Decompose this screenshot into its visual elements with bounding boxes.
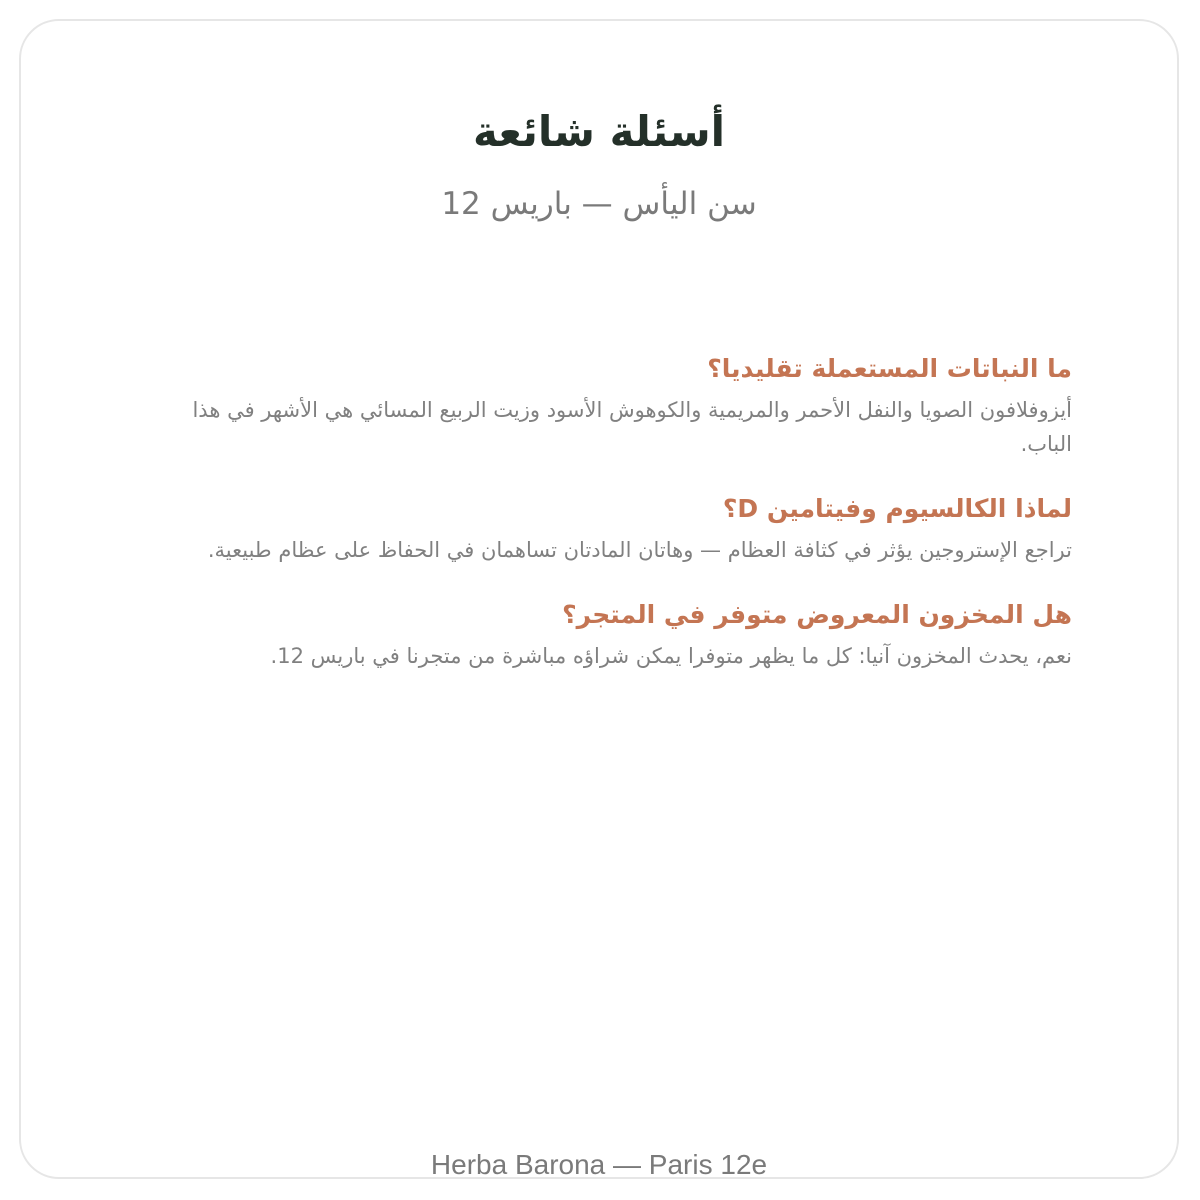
faq-answer: أيزوفلافون الصويا والنفل الأحمر والمريمية والكوهوش الأسود وزيت الربيع المسائي هي الأشهر في هذا الباب. bbox=[192, 398, 1072, 456]
faq-question: ما النباتات المستعملة تقليديا؟ bbox=[707, 354, 1072, 383]
faq-item bbox=[151, 597, 1072, 673]
faq-card bbox=[19, 19, 1179, 1179]
page-subtitle: سن اليأس — باريس 12 bbox=[441, 186, 757, 222]
faq-item bbox=[151, 491, 1072, 567]
faq-question: هل المخزون المعروض متوفر في المتجر؟ bbox=[562, 600, 1072, 629]
page-title: أسئلة شائعة bbox=[472, 107, 726, 156]
footer-brand: Herba Barona — Paris 12e bbox=[430, 1149, 768, 1180]
faq-item bbox=[151, 351, 1072, 461]
faq-question: لماذا الكالسيوم وفيتامين D؟ bbox=[722, 494, 1072, 523]
faq-list bbox=[151, 351, 1072, 703]
faq-answer: تراجع الإستروجين يؤثر في كثافة العظام — وهاتان المادتان تساهمان في الحفاظ على عظام طبيعية. bbox=[207, 538, 1072, 562]
faq-answer: نعم، يحدث المخزون آنيا: كل ما يظهر متوفرا يمكن شراؤه مباشرة من متجرنا في باريس 12. bbox=[270, 644, 1072, 668]
